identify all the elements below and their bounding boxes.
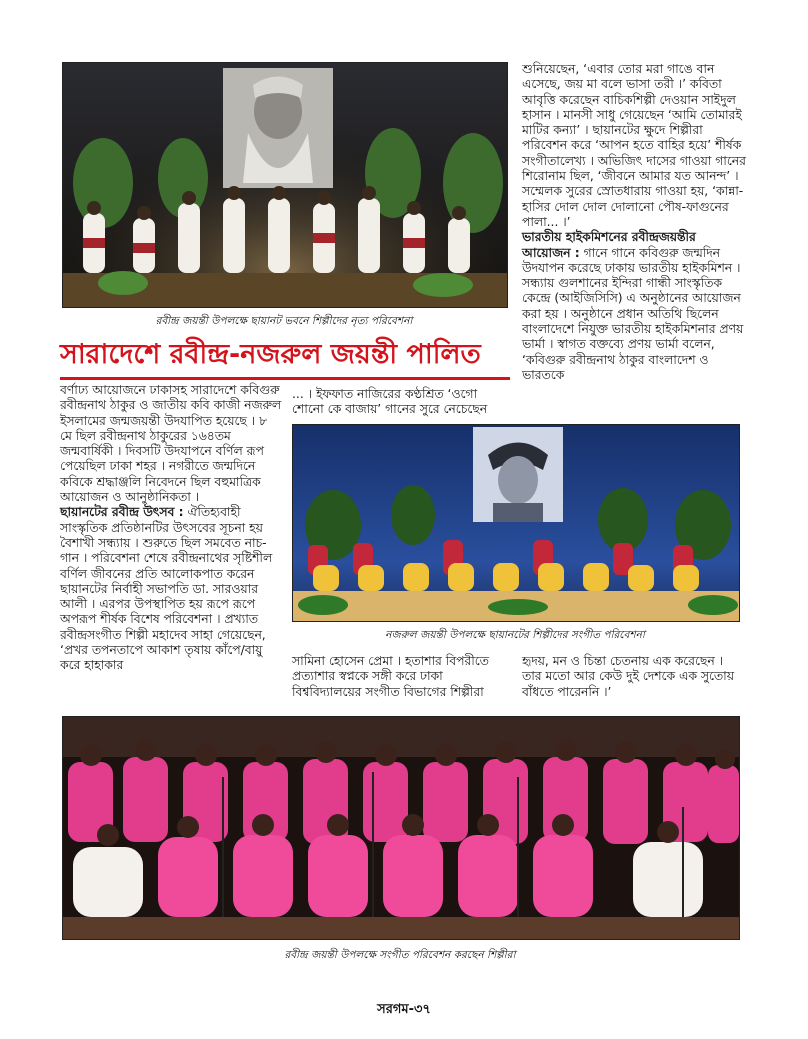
col1-intro: বর্ণাঢ্য আয়োজনে ঢাকাসহ সারাদেশে কবিগুরু রবীন্দ্রনাথ ঠাকুর ও জাতীয় কবি কাজী নজরুল ইসলামের জন্মজয়ন্তী উদযাপিত হয়েছে । ৮ মে ছিল রবীন্দ্রনাথ ঠাকুরের ১৬৪তম জন্মবার্ষিকী । দিবসটি উদযাপনে বর্ণিল রূপ পেয়েছিল ঢাকা শহর । নগরীতে জন্মদিনে কবিকে শ্রদ্ধাঞ্জলি নিবেদনে ছিল বহুমাত্রিক আয়োজন ও আনুষ্ঠানিকতা । — [60, 383, 282, 505]
headline: সারাদেশে রবীন্দ্র-নজরুল জয়ন্তী পালিত — [60, 339, 481, 370]
right-column — [522, 62, 748, 383]
right-subhead: ভারতীয় হাইকমিশনের রবীন্দ্রজয়ন্তীর আয়োজন : — [522, 230, 696, 260]
headline-rule — [60, 377, 510, 380]
photo-nazrul-music — [292, 424, 740, 622]
photo1-caption: রবীন্দ্র জয়ন্তী উপলক্ষে ছায়ানট ভবনে শিল্পীদের নৃত্য পরিবেশনা — [155, 315, 413, 327]
col1-subhead: ছায়ানটের রবীন্দ্র উৎসব : — [60, 505, 184, 520]
column-2-top: ... । ইফফাত নাজিরের কণ্ঠশ্রিত ‘ওগো শোনো কে বাজায়’ গানের সুরে নেচেছেন — [292, 387, 488, 417]
right-column-bottom-text: গানে গানে কবিগুরু জন্মদিন উদযাপন করেছে ঢাকায় ভারতীয় হাইকমিশন । সন্ধ্যায় গুলশানের ইন্দিরা গান্ধী সাংস্কৃতিক কেন্দ্রে (আইজিসিসি) এ অনুষ্ঠানের আয়োজন করা হয় । অনুষ্ঠানে প্রধান অতিথি ছিলেন বাংলাদেশে নিযুক্ত ভারতীয় হাইকমিশনার প্রণয় ভার্মা । স্বাগত বক্তব্যে প্রণয় ভার্মা বলেন, ‘কবিগুরু রবীন্দ্রনাথ ঠাকুর বাংলাদেশ ও ভারতকে — [522, 245, 744, 382]
column-3-bottom: হৃদয়, মন ও চিন্তা চেতনায় এক করেছেন । তার মতো আর কেউ দুই দেশকে এক সুতোয় বাঁধতে পারেননি ।’ — [522, 654, 734, 699]
right-column-top-text: শুনিয়েছেন, ‘এবার তোর মরা গাঙে বান এসেছে, জয় মা বলে ভাসা তরী ।’ কবিতা আবৃত্তি করেছেন বাচিকশিল্পী দেওয়ান সাইদুল হাসান । মানসী সাধু গেয়েছেন ‘আমি তোমারই মাটির কন্যা’ । ছায়ানটের ক্ষুদে শিল্পীরা পরিবেশন করে ‘আপন হতে বাহির হয়ে’ শীর্ষক সংগীতালেখ্য । অভিজিৎ দাসের গাওয়া গানের শিরোনাম ছিল, ‘জীবনে আমার যত আনন্দ’ । সম্মেলক সুরের স্রোতধারায় গাওয়া হয়, ‘কান্না-হাসির দোল দোল দোলানো পৌষ-ফাগুনের পালা... ।’ — [522, 62, 746, 229]
photo-pink-singers — [62, 716, 740, 940]
column-2-bottom: সামিনা হোসেন প্রেমা । হতাশার বিপরীতে প্রত্যাশার স্বপ্নকে সঙ্গী করে ঢাকা বিশ্ববিদ্যালয়ের সংগীত বিভাগের শিল্পীরা — [292, 654, 489, 699]
column-1 — [60, 383, 282, 674]
photo-tagore-dance — [62, 62, 508, 308]
page-number: সরগম-৩৭ — [377, 1002, 431, 1017]
col1-body: ঐতিহ্যবাহী সাংস্কৃতিক প্রতিষ্ঠানটির উৎসবের সূচনা হয় বৈশাখী সন্ধ্যায় । শুরুতে ছিল সমবেত নাচ-গান । পরিবেশনা শেষে রবীন্দ্রনাথের সৃষ্টিশীল বর্ণিল জীবনের প্রতি আলোকপাত করেন ছায়ানটের নির্বাহী সভাপতি ডা. সারওয়ার আলী । এরপর উপস্থাপিত হয় রূপে রূপে অপরূপ শীর্ষক বিশেষ পরিবেশনা । প্রখ্যাত রবীন্দ্রসংগীত শিল্পী মহাদেব সাহা গেয়েছেন, ‘প্রখর তপনতাপে আকাশ তৃষায় কাঁপে/বায়ু করে হাহাকার — [60, 505, 273, 673]
photo2-caption: নজরুল জয়ন্তী উপলক্ষে ছায়ানটের শিল্পীদের সংগীত পরিবেশনা — [385, 629, 645, 641]
photo3-caption: রবীন্দ্র জয়ন্তী উপলক্ষে সংগীত পরিবেশন করছেন শিল্পীরা — [284, 949, 516, 961]
